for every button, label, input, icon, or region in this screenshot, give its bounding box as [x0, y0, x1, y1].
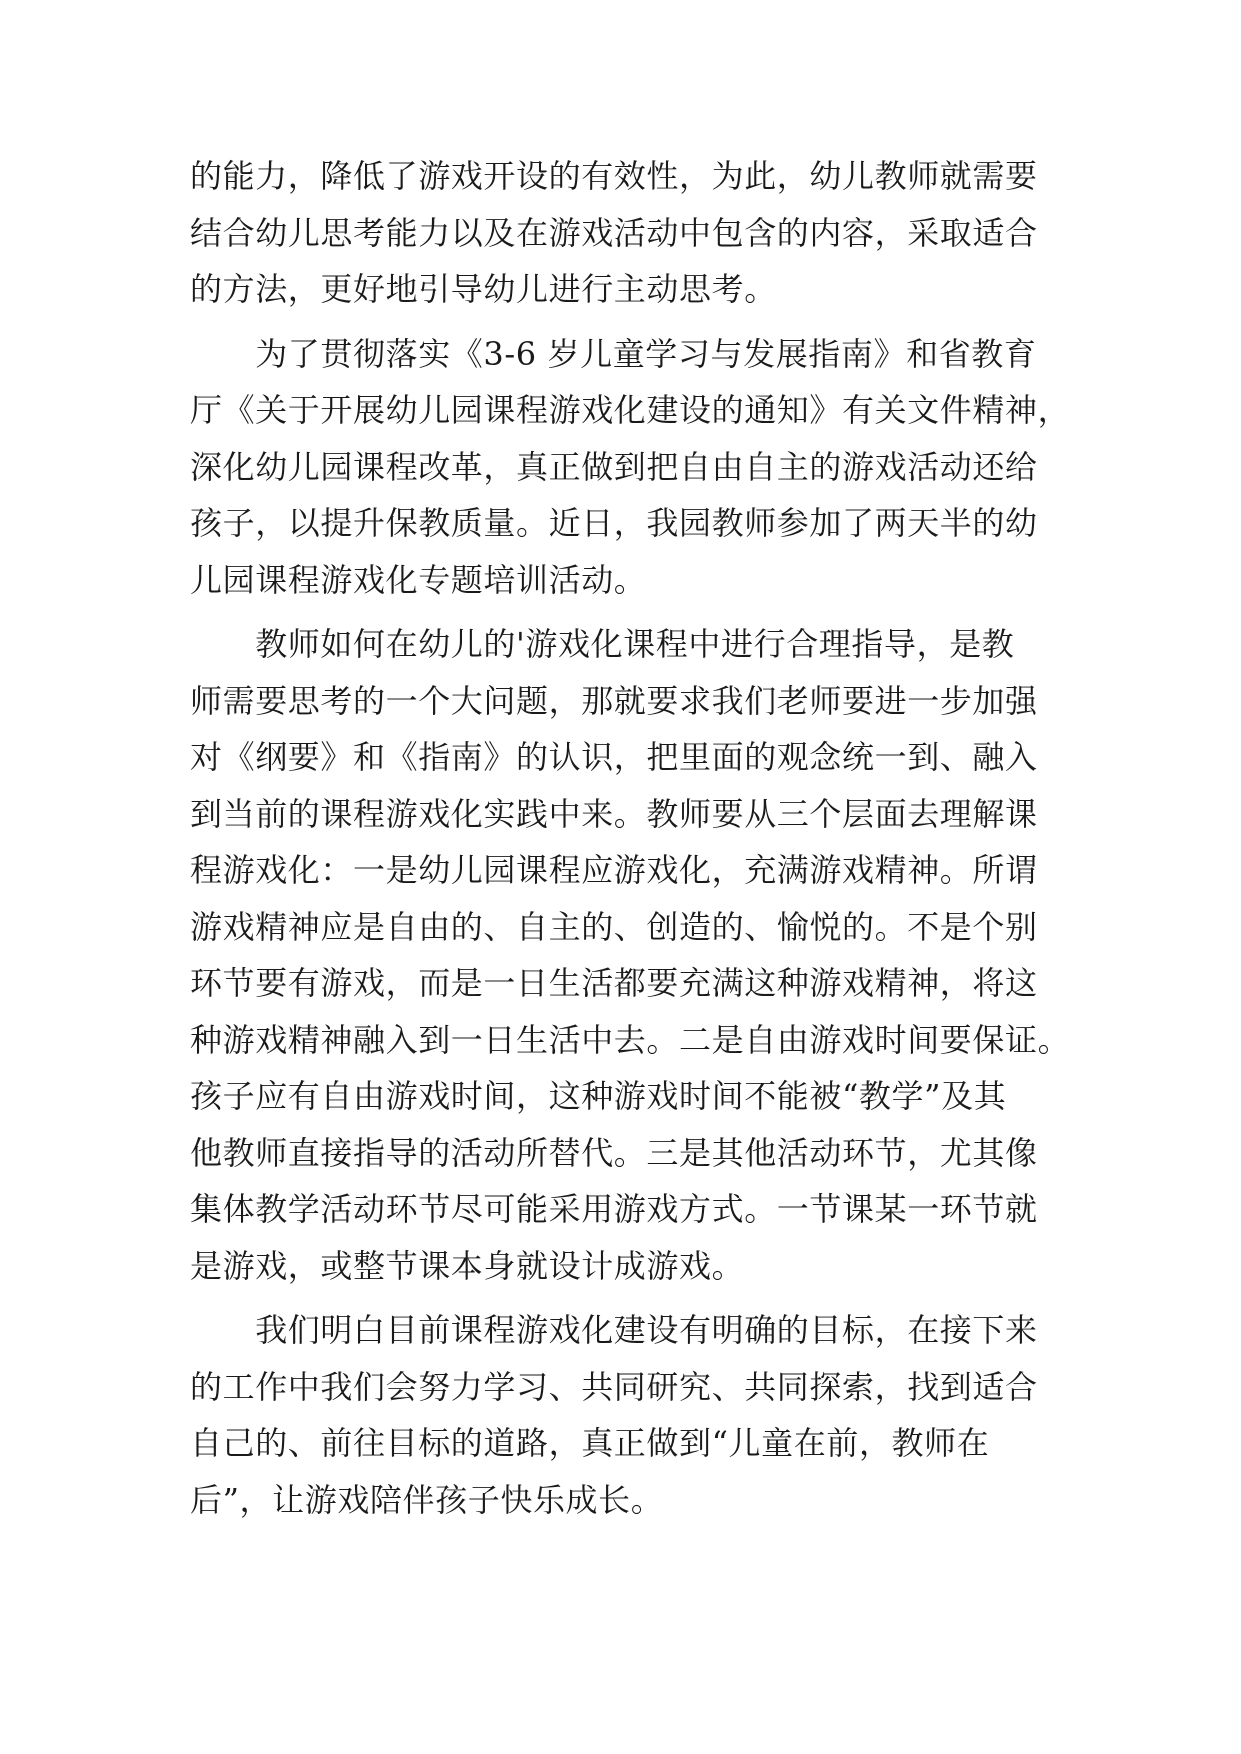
text-line: 结合幼儿思考能力以及在游戏活动中包含的内容，采取适合: [190, 213, 1038, 252]
text-line: 程游戏化：一是幼儿园课程应游戏化，充满游戏精神。所谓: [190, 851, 1038, 889]
text-line: 游戏精神应是自由的、自主的、创造的、愉悦的。不是个别: [190, 907, 1038, 946]
text-line: 的工作中我们会努力学习、共同研究、共同探索，找到适合: [190, 1367, 1038, 1406]
text-line: 集体教学活动环节尽可能采用游戏方式。一节课某一环节就: [190, 1190, 1038, 1228]
text-line: 教师如何在幼儿的'游戏化课程中进行合理指导，是教: [190, 625, 1015, 663]
text-line: 为了贯彻落实《3-6 岁儿童学习与发展指南》和省教育: [190, 334, 1037, 373]
text-line: 环节要有游戏，而是一日生活都要充满这种游戏精神，将这: [190, 964, 1038, 1002]
text-line: 的方法，更好地引导幼儿进行主动思考。: [190, 270, 777, 308]
paragraph-3: [190, 616, 1071, 1294]
text-line: 到当前的课程游戏化实践中来。教师要从三个层面去理解课: [190, 794, 1038, 833]
document-body: [190, 148, 1071, 1528]
text-line: 孩子应有自由游戏时间，这种游戏时间不能被“教学”及其: [190, 1077, 1007, 1115]
paragraph-spacer: [190, 318, 1052, 326]
text-line: 儿园课程游戏化专题培训活动。: [190, 560, 647, 599]
text-line: 孩子，以提升保教质量。近日，我园教师参加了两天半的幼: [190, 504, 1038, 542]
text-line: 深化幼儿园课程改革，真正做到把自由自主的游戏活动还给: [190, 447, 1038, 486]
text-line: 的能力，降低了游戏开设的有效性，为此，幼儿教师就需要: [190, 157, 1038, 195]
text-line: 对《纲要》和《指南》的认识，把里面的观念统一到、融入: [190, 738, 1038, 776]
paragraph-2: [190, 326, 1071, 609]
text-line: 厅《关于开展幼儿园课程游戏化建设的通知》有关文件精神，: [190, 391, 1071, 429]
text-line: 后”，让游戏陪伴孩子快乐成长。: [190, 1480, 664, 1519]
paragraph-1: [190, 148, 1052, 318]
text-line: 师需要思考的一个大问题，那就要求我们老师要进一步加强: [190, 681, 1038, 720]
text-line: 他教师直接指导的活动所替代。三是其他活动环节，尤其像: [190, 1133, 1038, 1172]
paragraph-spacer: [190, 1294, 1052, 1302]
text-line: 自己的、前往目标的道路，真正做到“儿童在前，教师在: [190, 1424, 990, 1462]
text-line: 我们明白目前课程游戏化建设有明确的目标，在接下来: [190, 1311, 1038, 1349]
text-line: 种游戏精神融入到一日生活中去。二是自由游戏时间要保证。: [190, 1020, 1071, 1059]
text-line: 是游戏，或整节课本身就设计成游戏。: [190, 1246, 745, 1285]
paragraph-spacer: [190, 608, 1052, 616]
paragraph-4: [190, 1302, 1052, 1528]
